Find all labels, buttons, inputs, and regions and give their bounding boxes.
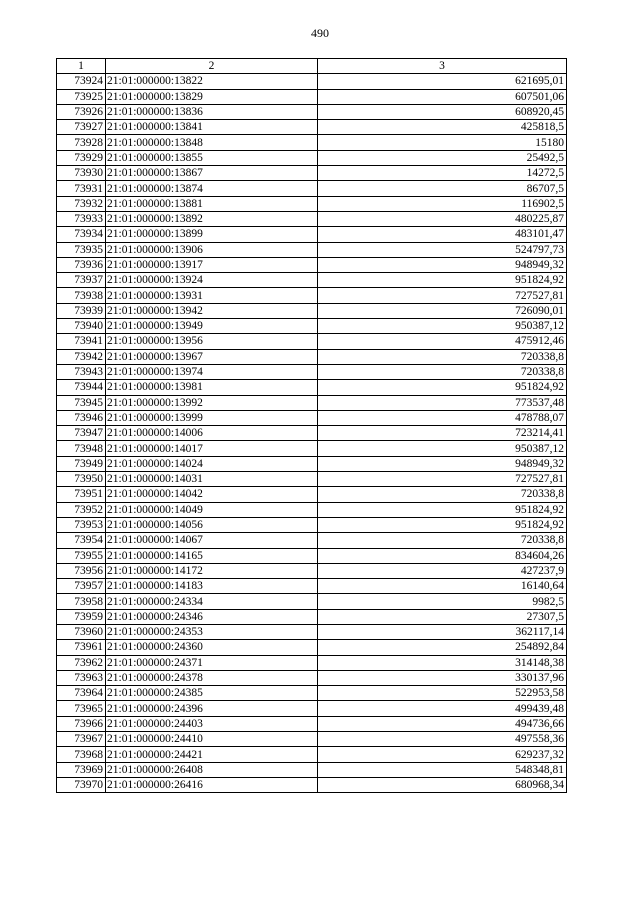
table-row <box>57 624 567 639</box>
table-row <box>57 701 567 716</box>
table-row <box>57 334 567 349</box>
cadastral-number-cell: 21:01:000000:24378 <box>106 670 318 685</box>
table-row <box>57 732 567 747</box>
cadastral-number-cell: 21:01:000000:24410 <box>106 732 318 747</box>
cadastral-number-cell: 21:01:000000:14049 <box>106 502 318 517</box>
value-cell: 483101,47 <box>318 227 567 242</box>
value-cell: 9982,5 <box>318 594 567 609</box>
cadastral-number-cell: 21:01:000000:13956 <box>106 334 318 349</box>
value-cell: 497558,36 <box>318 732 567 747</box>
row-number-cell: 73967 <box>57 732 106 747</box>
value-cell: 494736,66 <box>318 716 567 731</box>
row-number-cell: 73924 <box>57 74 106 89</box>
cadastral-number-cell: 21:01:000000:13855 <box>106 150 318 165</box>
table-row <box>57 594 567 609</box>
cadastral-number-cell: 21:01:000000:14017 <box>106 441 318 456</box>
table-row <box>57 747 567 762</box>
row-number-cell: 73927 <box>57 120 106 135</box>
cadastral-number-cell: 21:01:000000:24371 <box>106 655 318 670</box>
row-number-cell: 73965 <box>57 701 106 716</box>
row-number-cell: 73948 <box>57 441 106 456</box>
value-cell: 14272,5 <box>318 166 567 181</box>
value-cell: 330137,96 <box>318 670 567 685</box>
table-row <box>57 349 567 364</box>
cadastral-number-cell: 21:01:000000:24403 <box>106 716 318 731</box>
cadastral-number-cell: 21:01:000000:13836 <box>106 104 318 119</box>
cadastral-number-cell: 21:01:000000:24396 <box>106 701 318 716</box>
value-cell: 950387,12 <box>318 441 567 456</box>
value-cell: 254892,84 <box>318 640 567 655</box>
row-number-cell: 73944 <box>57 380 106 395</box>
table-row <box>57 655 567 670</box>
row-number-cell: 73935 <box>57 242 106 257</box>
cadastral-number-cell: 21:01:000000:14183 <box>106 579 318 594</box>
row-number-cell: 73939 <box>57 303 106 318</box>
row-number-cell: 73928 <box>57 135 106 150</box>
cadastral-number-cell: 21:01:000000:13899 <box>106 227 318 242</box>
table-row <box>57 120 567 135</box>
value-cell: 834604,26 <box>318 548 567 563</box>
row-number-cell: 73961 <box>57 640 106 655</box>
cadastral-number-cell: 21:01:000000:13874 <box>106 181 318 196</box>
row-number-cell: 73946 <box>57 410 106 425</box>
table-row <box>57 380 567 395</box>
value-cell: 15180 <box>318 135 567 150</box>
row-number-cell: 73970 <box>57 777 106 792</box>
value-cell: 720338,8 <box>318 349 567 364</box>
value-cell: 314148,38 <box>318 655 567 670</box>
value-cell: 116902,5 <box>318 196 567 211</box>
value-cell: 948949,32 <box>318 456 567 471</box>
table-row <box>57 579 567 594</box>
row-number-cell: 73963 <box>57 670 106 685</box>
table-row <box>57 273 567 288</box>
value-cell: 950387,12 <box>318 319 567 334</box>
row-number-cell: 73933 <box>57 211 106 226</box>
row-number-cell: 73954 <box>57 533 106 548</box>
table-row <box>57 319 567 334</box>
table-header-row <box>57 59 567 74</box>
row-number-cell: 73949 <box>57 456 106 471</box>
table-row <box>57 762 567 777</box>
row-number-cell: 73943 <box>57 364 106 379</box>
value-cell: 773537,48 <box>318 395 567 410</box>
value-cell: 720338,8 <box>318 487 567 502</box>
cadastral-number-cell: 21:01:000000:13892 <box>106 211 318 226</box>
row-number-cell: 73934 <box>57 227 106 242</box>
value-cell: 629237,32 <box>318 747 567 762</box>
table-row <box>57 89 567 104</box>
cadastral-number-cell: 21:01:000000:13981 <box>106 380 318 395</box>
cadastral-number-cell: 21:01:000000:13867 <box>106 166 318 181</box>
table-body <box>57 74 567 793</box>
cadastral-number-cell: 21:01:000000:13949 <box>106 319 318 334</box>
value-cell: 522953,58 <box>318 686 567 701</box>
table-row <box>57 548 567 563</box>
table-row <box>57 166 567 181</box>
value-cell: 607501,06 <box>318 89 567 104</box>
row-number-cell: 73960 <box>57 624 106 639</box>
row-number-cell: 73950 <box>57 472 106 487</box>
value-cell: 524797,73 <box>318 242 567 257</box>
value-cell: 720338,8 <box>318 533 567 548</box>
row-number-cell: 73938 <box>57 288 106 303</box>
table-row <box>57 533 567 548</box>
value-cell: 478788,07 <box>318 410 567 425</box>
row-number-cell: 73958 <box>57 594 106 609</box>
row-number-cell: 73936 <box>57 257 106 272</box>
value-cell: 480225,87 <box>318 211 567 226</box>
value-cell: 499439,48 <box>318 701 567 716</box>
cadastral-value-table <box>56 58 567 793</box>
value-cell: 726090,01 <box>318 303 567 318</box>
value-cell: 25492,5 <box>318 150 567 165</box>
cadastral-number-cell: 21:01:000000:13999 <box>106 410 318 425</box>
value-cell: 427237,9 <box>318 563 567 578</box>
value-cell: 362117,14 <box>318 624 567 639</box>
column-header-1: 1 <box>57 59 106 74</box>
table-row <box>57 104 567 119</box>
cadastral-number-cell: 21:01:000000:13848 <box>106 135 318 150</box>
page-number: 490 <box>311 26 329 40</box>
cadastral-number-cell: 21:01:000000:14067 <box>106 533 318 548</box>
table-row <box>57 502 567 517</box>
cadastral-number-cell: 21:01:000000:14006 <box>106 426 318 441</box>
row-number-cell: 73926 <box>57 104 106 119</box>
cadastral-number-cell: 21:01:000000:13992 <box>106 395 318 410</box>
table-row <box>57 517 567 532</box>
value-cell: 723214,41 <box>318 426 567 441</box>
table-row <box>57 410 567 425</box>
cadastral-number-cell: 21:01:000000:26408 <box>106 762 318 777</box>
table-row <box>57 716 567 731</box>
cadastral-number-cell: 21:01:000000:14031 <box>106 472 318 487</box>
value-cell: 727527,81 <box>318 472 567 487</box>
table-row <box>57 257 567 272</box>
table-row <box>57 211 567 226</box>
row-number-cell: 73931 <box>57 181 106 196</box>
value-cell: 621695,01 <box>318 74 567 89</box>
row-number-cell: 73957 <box>57 579 106 594</box>
cadastral-number-cell: 21:01:000000:13841 <box>106 120 318 135</box>
row-number-cell: 73966 <box>57 716 106 731</box>
row-number-cell: 73955 <box>57 548 106 563</box>
row-number-cell: 73937 <box>57 273 106 288</box>
table-row <box>57 686 567 701</box>
cadastral-number-cell: 21:01:000000:14042 <box>106 487 318 502</box>
value-cell: 548348,81 <box>318 762 567 777</box>
table-row <box>57 135 567 150</box>
cadastral-number-cell: 21:01:000000:24346 <box>106 609 318 624</box>
value-cell: 86707,5 <box>318 181 567 196</box>
cadastral-number-cell: 21:01:000000:14056 <box>106 517 318 532</box>
table-row <box>57 426 567 441</box>
cadastral-number-cell: 21:01:000000:24360 <box>106 640 318 655</box>
cadastral-number-cell: 21:01:000000:14172 <box>106 563 318 578</box>
value-cell: 27307,5 <box>318 609 567 624</box>
row-number-cell: 73968 <box>57 747 106 762</box>
table-row <box>57 640 567 655</box>
row-number-cell: 73940 <box>57 319 106 334</box>
table-row <box>57 395 567 410</box>
row-number-cell: 73941 <box>57 334 106 349</box>
table-row <box>57 150 567 165</box>
table-row <box>57 609 567 624</box>
cadastral-number-cell: 21:01:000000:14024 <box>106 456 318 471</box>
table-row <box>57 288 567 303</box>
cadastral-number-cell: 21:01:000000:13942 <box>106 303 318 318</box>
table-row <box>57 670 567 685</box>
cadastral-number-cell: 21:01:000000:13931 <box>106 288 318 303</box>
row-number-cell: 73932 <box>57 196 106 211</box>
value-cell: 727527,81 <box>318 288 567 303</box>
cadastral-number-cell: 21:01:000000:26416 <box>106 777 318 792</box>
value-cell: 16140,64 <box>318 579 567 594</box>
row-number-cell: 73952 <box>57 502 106 517</box>
table-row <box>57 181 567 196</box>
cadastral-number-cell: 21:01:000000:24421 <box>106 747 318 762</box>
cadastral-number-cell: 21:01:000000:13822 <box>106 74 318 89</box>
value-cell: 608920,45 <box>318 104 567 119</box>
row-number-cell: 73951 <box>57 487 106 502</box>
cadastral-number-cell: 21:01:000000:13924 <box>106 273 318 288</box>
cadastral-number-cell: 21:01:000000:24385 <box>106 686 318 701</box>
row-number-cell: 73962 <box>57 655 106 670</box>
value-cell: 951824,92 <box>318 502 567 517</box>
value-cell: 720338,8 <box>318 364 567 379</box>
row-number-cell: 73929 <box>57 150 106 165</box>
row-number-cell: 73925 <box>57 89 106 104</box>
row-number-cell: 73969 <box>57 762 106 777</box>
table-row <box>57 487 567 502</box>
table-row <box>57 441 567 456</box>
cadastral-number-cell: 21:01:000000:13967 <box>106 349 318 364</box>
row-number-cell: 73956 <box>57 563 106 578</box>
table-row <box>57 74 567 89</box>
cadastral-number-cell: 21:01:000000:13974 <box>106 364 318 379</box>
value-cell: 680968,34 <box>318 777 567 792</box>
table-row <box>57 242 567 257</box>
value-cell: 951824,92 <box>318 273 567 288</box>
table-row <box>57 777 567 792</box>
cadastral-number-cell: 21:01:000000:24334 <box>106 594 318 609</box>
row-number-cell: 73959 <box>57 609 106 624</box>
cadastral-number-cell: 21:01:000000:14165 <box>106 548 318 563</box>
value-cell: 951824,92 <box>318 380 567 395</box>
value-cell: 425818,5 <box>318 120 567 135</box>
row-number-cell: 73953 <box>57 517 106 532</box>
value-cell: 951824,92 <box>318 517 567 532</box>
cadastral-number-cell: 21:01:000000:13906 <box>106 242 318 257</box>
value-cell: 948949,32 <box>318 257 567 272</box>
row-number-cell: 73964 <box>57 686 106 701</box>
table-row <box>57 364 567 379</box>
table-row <box>57 472 567 487</box>
column-header-2: 2 <box>106 59 318 74</box>
row-number-cell: 73942 <box>57 349 106 364</box>
cadastral-number-cell: 21:01:000000:24353 <box>106 624 318 639</box>
table-row <box>57 227 567 242</box>
row-number-cell: 73945 <box>57 395 106 410</box>
table-row <box>57 563 567 578</box>
table-row <box>57 303 567 318</box>
row-number-cell: 73930 <box>57 166 106 181</box>
row-number-cell: 73947 <box>57 426 106 441</box>
column-header-3: 3 <box>318 59 567 74</box>
table-row <box>57 456 567 471</box>
cadastral-number-cell: 21:01:000000:13917 <box>106 257 318 272</box>
cadastral-number-cell: 21:01:000000:13829 <box>106 89 318 104</box>
cadastral-number-cell: 21:01:000000:13881 <box>106 196 318 211</box>
table-row <box>57 196 567 211</box>
value-cell: 475912,46 <box>318 334 567 349</box>
